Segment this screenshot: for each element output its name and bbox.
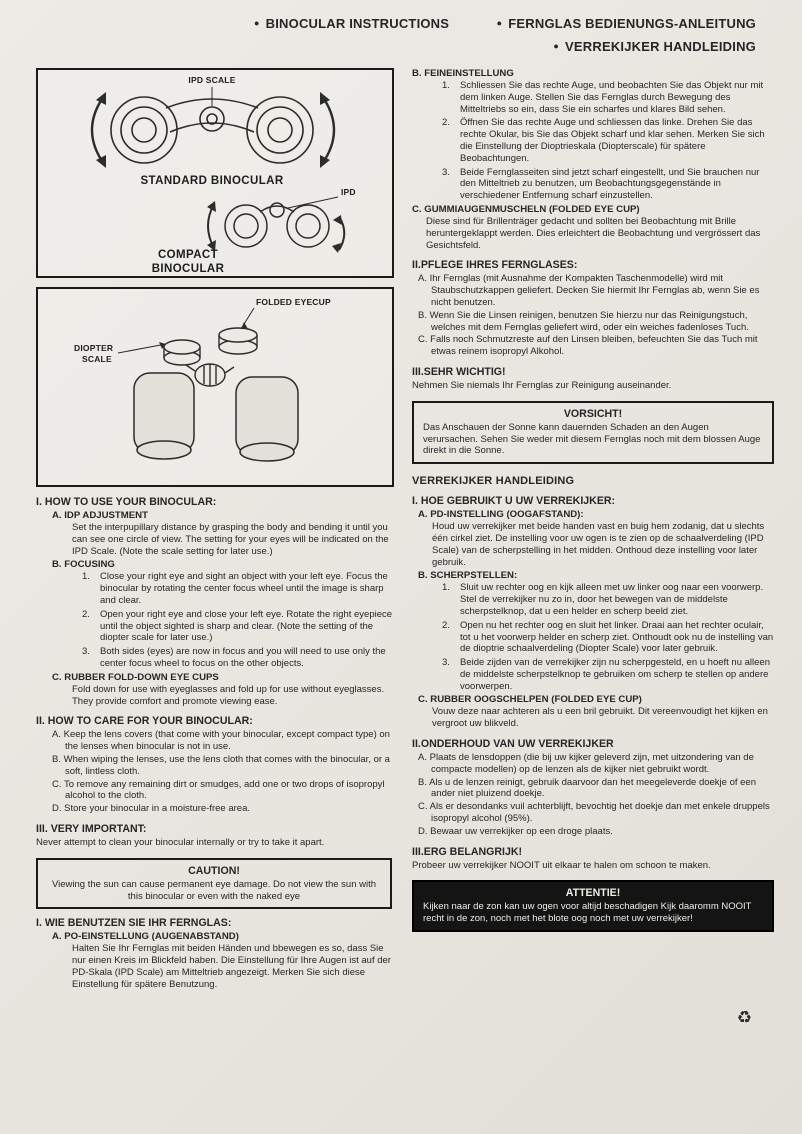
list-item [442, 582, 776, 617]
header-title-en [254, 16, 449, 31]
recycle-icon: ♻ [736, 1008, 752, 1027]
item-text: Both sides (eyes) are now in focus and you will need to use only the center focus wheel to focus on the other objects. [100, 646, 386, 669]
list-item: B. Als u de lenzen reinigt, gebruik daarvoor dan het meegeleverde doekje of een ander niet pluizend doekje. [418, 776, 757, 800]
compact-binocular-label-line2: BINOCULAR [151, 263, 225, 275]
en-section3-title: III. VERY IMPORTANT: [36, 822, 147, 835]
list-item: B. When wiping the lenses, use the lens cloth that comes with the binocular, or a soft, lintless cloth. [52, 753, 390, 777]
list-item: D. Store your binocular in a moisture-free area. [52, 803, 251, 815]
caution-text: Viewing the sun can cause permanent eye damage. Do not view the sun with this binocular or even with the naked eye [51, 878, 377, 902]
nl-s1a-title: A. PD-INSTELLING (OOGAFSTAND): [418, 509, 584, 521]
item-text: Öffnen Sie das rechte Auge und schliessen das linke. Drehen Sie das rechte Okular, bis Sie das Objekt scharf und klar sehen. Merken Sie sich die Einstellung der Dioptrieskala (Diopterscale) für spätere Beobachtungen. [460, 117, 765, 164]
item-number: 1. [82, 571, 90, 583]
list-item [442, 167, 776, 202]
de-s1c-text: Diese sind für Brillenträger gedacht und sollten bei Beobachtung mit Brille heruntergeklappt werden. Dies erleichtert die Beobachtung und vergrössert das Gesichtsfeld. [426, 215, 761, 251]
right-column [412, 68, 776, 940]
list-item [442, 620, 776, 655]
en-s3-text: Never attempt to clean your binocular internally or try to take it apart. [36, 836, 325, 848]
caution-box [36, 858, 392, 910]
list-item: B. Wenn Sie die Linsen reinigen, benutzen Sie hierzu nur das Reinigungstuch, welches mit dem Fernglas geliefert wird, oder ein weiches fadenloses Tuch. [418, 309, 749, 333]
list-item [82, 609, 394, 644]
list-item: A. Ihr Fernglas (mit Ausnahme der Kompakten Taschenmodelle) wird mit Staubschutzkappen geliefert. Decken Sie hiermit Ihr Fernglas ab, wenn Sie es nicht benutzen. [418, 273, 760, 308]
header-title-de-text: FERNGLAS BEDIENUNGS-ANLEITUNG [508, 16, 756, 31]
item-text: Open nu het rechter oog en sluit het linker. Draai aan het rechter oculair, tot u het voorwerp helder en scherp ziet. Onthoudt ook nu de instelling van de dioptrie schaalverdeling (Diopter Scale) voor later gebruik. [460, 619, 774, 655]
ipd-scale-label: IPD SCALE [188, 75, 236, 85]
nl-s1c-title: C. RUBBER OOGSCHELPEN (FOLDED EYE CUP) [418, 694, 642, 706]
vorsicht-title: VORSICHT! [563, 407, 623, 420]
folded-eyecup-label: FOLDED EYECUP [256, 297, 331, 307]
item-number: 3. [442, 166, 450, 178]
compact-fold-arrowheads [207, 201, 342, 253]
item-number: 1. [442, 582, 450, 594]
header-title-nl [553, 39, 756, 54]
left-column [36, 68, 394, 993]
de-s1b-title: B. FEINEINSTELLUNG [412, 68, 514, 79]
de-s1c-title: C. GUMMIAUGENMUSCHELN (FOLDED EYE CUP) [412, 203, 640, 215]
de-section2-title: II.PFLEGE IHRES FERNGLASES: [412, 259, 578, 272]
en-section2-title: II. HOW TO CARE FOR YOUR BINOCULAR: [36, 715, 253, 728]
bullet-icon: ● [254, 18, 260, 28]
list-item: C. Als er desondanks vuil achterblijft, bevochtig het doekje dan met enkele druppels isopropyl alcohol (95%). [418, 801, 770, 825]
header-row-1 [46, 16, 756, 31]
vorsicht-text: Das Anschauen der Sonne kann dauernden Schaden an den Augen verursachen. Sehen Sie weder mit diesem Fernglas noch mit dem blossen Auge direkt in die Sonne. [423, 421, 761, 457]
item-text: Beide Fernglasseiten sind jetzt scharf eingestellt, und Sie brauchen nur den Mitteltrieb zu benutzen, um Beobachtungsgegenstände in verschiedener Entfernung scharf einzustellen. [460, 166, 760, 202]
header-row-2 [46, 39, 756, 54]
binocular-ipd-drawing [38, 70, 392, 276]
attentie-title: ATTENTIE! [565, 887, 621, 900]
list-item: A. Keep the lens covers (that come with your binocular, except compact type) on the lenses when binocular is not in use. [52, 729, 390, 753]
item-text: Close your right eye and sight an object with your left eye. Focus the binocular by rotating the center focus wheel until the image is sharp and clear. [100, 571, 388, 606]
list-item [82, 571, 394, 606]
item-number: 1. [442, 80, 450, 91]
en-s1a-text: Set the interpupillary distance by grasping the body and bending it until you can see one circle of view. The setting for your eyes will be indicated on the IPD Scale. (Note the scale setting for later use.) [72, 522, 389, 557]
de-s3-text: Nehmen Sie niemals Ihr Fernglas zur Reinigung auseinander. [412, 379, 672, 391]
en-section1-title: I. HOW TO USE YOUR BINOCULAR: [36, 496, 217, 508]
nl-section2-title: II.ONDERHOUD VAN UW VERREKIJKER [412, 738, 614, 751]
list-item [442, 80, 776, 115]
page-header [0, 0, 802, 60]
de-section3-title: III.SEHR WICHTIG! [412, 365, 506, 378]
compact-binocular-drawing [208, 203, 344, 250]
list-item: D. Bewaar uw verrekijker op een droge plaats. [418, 825, 613, 837]
item-number: 3. [82, 646, 90, 658]
header-title-nl-text: VERREKIJKER HANDLEIDING [565, 39, 756, 54]
header-title-de [497, 16, 756, 31]
en-s1c-text: Fold down for use with eyeglasses and fold up for use without eyeglasses. They provide comfort and promote viewing ease. [72, 683, 385, 707]
nl-heading: VERREKIJKER HANDLEIDING [412, 475, 575, 488]
en-s1b-title: B. FOCUSING [52, 559, 115, 571]
nl-s1b-title: B. SCHERPSTELLEN: [418, 570, 518, 582]
bullet-icon: ● [496, 18, 503, 28]
de-s1a-title: A. PO-EINSTELLUNG (AUGENABSTAND) [52, 931, 239, 943]
compact-binocular-label-line1: COMPACT [157, 249, 219, 261]
nl-s1c-text: Vouw deze naar achteren als u een bril gebruikt. Dit vereenvoudigt het kijken en vergroot uw blikveld. [432, 706, 768, 730]
item-text: Open your right eye and close your left eye. Rotate the right eyepiece until the object sighted is sharp and clear. (Note the setting of the diopter scale for later use.) [100, 608, 393, 644]
list-item [442, 117, 776, 164]
list-item: C. To remove any remaining dirt or smudges, add one or two drops of isopropyl alcohol to the cloth. [52, 778, 385, 802]
item-number: 3. [442, 657, 450, 669]
de-section1-title: I. WIE BENUTZEN SIE IHR FERNGLAS: [36, 917, 232, 930]
vorsicht-box [412, 401, 774, 464]
item-number: 2. [82, 608, 90, 620]
caution-title: CAUTION! [188, 864, 240, 877]
item-text: Sluit uw rechter oog en kijk alleen met uw linker oog naar een voorwerp. Stel de verrekijker nu zo in, door het bewegen van de middelste scherpstelknop, dat u een helder en scherp beeld ziet. [460, 582, 764, 617]
standard-binocular-drawing [92, 96, 334, 164]
binocular-perspective-drawing [38, 289, 392, 485]
attentie-text: Kijken naar de zon kan uw ogen voor altijd beschadigen Kijk daaromm NOOIT recht in de zon, noch met het blote oog noch met uw verrekijker! [423, 901, 752, 925]
list-item [82, 646, 394, 670]
scale-label: SCALE [82, 354, 112, 364]
two-column-layout [0, 60, 802, 993]
nl-s1a-text: Houd uw verrekijker met beide handen vast en buig hem zodanig, dat u slechts één cirkel ziet. De instelling voor uw ogen is te zien op de schaalverdeling (IPD Scale) van de scherpstelling in het midden. Onthoud deze instelling voor later gebruik. [432, 521, 765, 568]
list-item: A. Plaats de lensdoppen (die bij uw kijker geleverd zijn, met uitzondering van de compacte modellen) op de lenzen als de kijker niet gebruikt wordt. [418, 752, 754, 775]
item-text: Schliessen Sie das rechte Auge, und beobachten Sie das Objekt nur mit dem linken Auge. Stellen Sie das Fernglas durch Bewegung des Mitteltriebs so ein, dass Sie ein scharfes und klares Bild sehen. [460, 80, 764, 115]
en-s1c-title: C. RUBBER FOLD-DOWN EYE CUPS [52, 671, 219, 683]
en-s1a-title: A. IDP ADJUSTMENT [52, 510, 148, 521]
ipd-label: IPD [341, 187, 356, 197]
list-item [442, 657, 776, 692]
nl-section3-title: III.ERG BELANGRIJK! [412, 845, 523, 858]
item-number: 2. [442, 619, 450, 631]
standard-binocular-label: STANDARD BINOCULAR [140, 175, 284, 187]
de-s1a-text: Halten Sie Ihr Fernglas mit beiden Händen und bbewegen es so, dass Sie nur einen Kreis im Blickfeld haben. Die Einstellung für Ihre Augen ist auf der PD-Skala (IPD Scale) am Mitteltrieb angezeigt. Merken Sie sich diese Einstellung für spätere Benutzung. [72, 943, 391, 990]
binocular-body-drawing [134, 373, 298, 461]
figure-ipd-diagrams [36, 68, 394, 278]
item-number: 2. [442, 117, 450, 129]
nl-s3-text: Probeer uw verrekijker NOOIT uit elkaar te halen om schoon te maken. [412, 859, 711, 871]
attentie-box [412, 880, 774, 932]
fold-arrowheads [96, 92, 330, 168]
item-text: Beide zijden van de verrekijker zijn nu scherpgesteld, en u hoeft nu alleen de middelste scherpstelknop te gebruiken om scherp te stellen op andere voorwerpen. [460, 657, 770, 692]
figure-binocular-perspective [36, 287, 394, 487]
header-title-en-text: BINOCULAR INSTRUCTIONS [265, 16, 450, 31]
bullet-icon: ● [553, 41, 560, 51]
diopter-label: DIOPTER [74, 343, 114, 353]
nl-section1-title: I. HOE GEBRUIKT U UW VERREKIJKER: [412, 495, 616, 508]
list-item: C. Falls noch Schmutzreste auf den Linsen bleiben, befeuchten Sie das Tuch mit etwas reinem isopropyl Alkohol. [418, 334, 758, 358]
